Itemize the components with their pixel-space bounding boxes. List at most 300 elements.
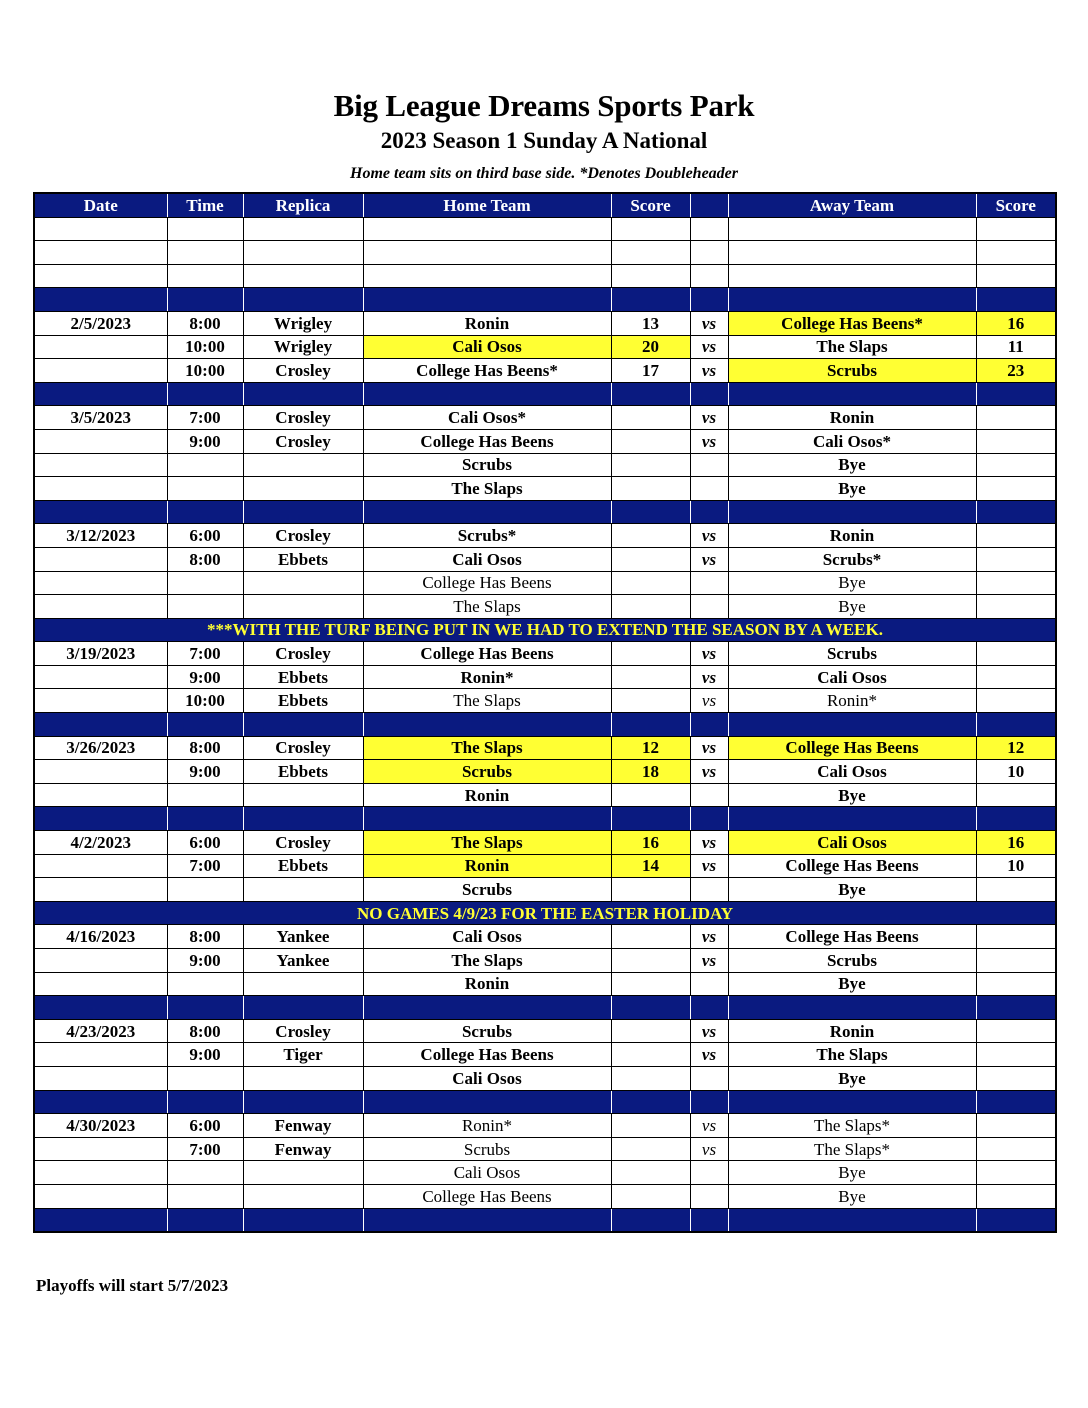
date-cell (34, 571, 167, 595)
empty-cell (363, 500, 611, 524)
away-team-cell: Bye (728, 595, 976, 619)
date-cell: 3/19/2023 (34, 642, 167, 666)
replica-cell: Crosley (243, 736, 363, 760)
empty-cell (363, 264, 611, 288)
home-score-cell (611, 477, 690, 501)
empty-cell (243, 500, 363, 524)
game-row (34, 1161, 1056, 1185)
home-team-cell: Scrubs (363, 1019, 611, 1043)
empty-cell (34, 241, 167, 265)
vs-cell: vs (690, 547, 728, 571)
away-score-cell: 16 (976, 311, 1056, 335)
away-team-cell: Scrubs (728, 642, 976, 666)
empty-cell (611, 500, 690, 524)
away-score-cell (976, 1137, 1056, 1161)
away-team-cell: Scrubs (728, 359, 976, 383)
empty-cell (363, 1090, 611, 1114)
vs-cell: vs (690, 406, 728, 430)
away-score-cell (976, 1066, 1056, 1090)
empty-cell (690, 807, 728, 831)
empty-cell (167, 1208, 243, 1232)
home-team-cell: College Has Beens (363, 642, 611, 666)
date-cell (34, 972, 167, 996)
replica-cell (243, 595, 363, 619)
away-score-cell (976, 547, 1056, 571)
replica-cell (243, 453, 363, 477)
replica-cell: Ebbets (243, 854, 363, 878)
game-row (34, 571, 1056, 595)
time-cell: 9:00 (167, 760, 243, 784)
time-cell: 6:00 (167, 831, 243, 855)
date-cell: 3/5/2023 (34, 406, 167, 430)
away-score-cell (976, 642, 1056, 666)
away-team-cell: Bye (728, 477, 976, 501)
date-cell: 4/2/2023 (34, 831, 167, 855)
week-separator-row (34, 807, 1056, 831)
week-separator-row (34, 996, 1056, 1020)
empty-cell (728, 500, 976, 524)
home-score-cell (611, 949, 690, 973)
away-team-cell: Scrubs (728, 949, 976, 973)
replica-cell: Wrigley (243, 335, 363, 359)
replica-cell: Ebbets (243, 665, 363, 689)
game-row (34, 1114, 1056, 1138)
away-score-cell: 16 (976, 831, 1056, 855)
col-away-team-header: Away Team (728, 193, 976, 217)
replica-cell (243, 1161, 363, 1185)
date-cell: 4/23/2023 (34, 1019, 167, 1043)
away-team-cell: Ronin (728, 524, 976, 548)
home-team-cell: Scrubs (363, 453, 611, 477)
date-cell (34, 477, 167, 501)
replica-cell: Crosley (243, 406, 363, 430)
vs-cell: vs (690, 1019, 728, 1043)
date-cell (34, 1137, 167, 1161)
home-score-cell (611, 1137, 690, 1161)
empty-cell (243, 807, 363, 831)
date-cell (34, 359, 167, 383)
replica-cell: Yankee (243, 949, 363, 973)
away-score-cell: 23 (976, 359, 1056, 383)
home-team-cell: Cali Osos (363, 1066, 611, 1090)
game-row (34, 547, 1056, 571)
col-vs-header (690, 193, 728, 217)
time-cell: 10:00 (167, 335, 243, 359)
game-row (34, 972, 1056, 996)
home-team-cell: Cali Osos (363, 547, 611, 571)
empty-cell (611, 1208, 690, 1232)
schedule-body (34, 217, 1056, 1232)
vs-cell: vs (690, 1114, 728, 1138)
home-score-cell: 14 (611, 854, 690, 878)
vs-cell (690, 477, 728, 501)
home-team-cell: Ronin (363, 854, 611, 878)
replica-cell: Crosley (243, 429, 363, 453)
blank-row (34, 264, 1056, 288)
game-row (34, 335, 1056, 359)
replica-cell (243, 783, 363, 807)
game-row (34, 595, 1056, 619)
replica-cell: Ebbets (243, 689, 363, 713)
time-cell: 7:00 (167, 642, 243, 666)
home-score-cell (611, 1114, 690, 1138)
time-cell: 7:00 (167, 854, 243, 878)
empty-cell (611, 217, 690, 241)
empty-cell (243, 241, 363, 265)
away-score-cell (976, 972, 1056, 996)
date-cell (34, 1043, 167, 1067)
replica-cell (243, 1184, 363, 1208)
empty-cell (690, 996, 728, 1020)
time-cell (167, 783, 243, 807)
home-score-cell (611, 547, 690, 571)
vs-cell: vs (690, 1043, 728, 1067)
empty-cell (167, 807, 243, 831)
game-row (34, 1137, 1056, 1161)
week-separator-row (34, 713, 1056, 737)
vs-cell (690, 1066, 728, 1090)
home-team-cell: College Has Beens (363, 429, 611, 453)
time-cell: 10:00 (167, 359, 243, 383)
vs-cell: vs (690, 429, 728, 453)
replica-cell: Crosley (243, 642, 363, 666)
home-team-cell: Cali Osos* (363, 406, 611, 430)
vs-cell (690, 1184, 728, 1208)
home-score-cell (611, 665, 690, 689)
time-cell: 8:00 (167, 547, 243, 571)
away-team-cell: Ronin (728, 406, 976, 430)
vs-cell: vs (690, 760, 728, 784)
vs-cell (690, 595, 728, 619)
replica-cell: Crosley (243, 1019, 363, 1043)
away-score-cell (976, 878, 1056, 902)
empty-cell (363, 1208, 611, 1232)
home-score-cell (611, 1043, 690, 1067)
schedule-header-row (34, 193, 1056, 217)
empty-cell (611, 807, 690, 831)
away-score-cell (976, 571, 1056, 595)
away-team-cell: Bye (728, 783, 976, 807)
away-score-cell (976, 783, 1056, 807)
time-cell: 6:00 (167, 524, 243, 548)
home-score-cell: 16 (611, 831, 690, 855)
time-cell (167, 972, 243, 996)
date-cell (34, 429, 167, 453)
empty-cell (690, 217, 728, 241)
time-cell: 8:00 (167, 736, 243, 760)
away-team-cell: The Slaps* (728, 1114, 976, 1138)
away-team-cell: Bye (728, 571, 976, 595)
time-cell: 9:00 (167, 1043, 243, 1067)
week-separator-row (34, 382, 1056, 406)
home-team-cell: Ronin* (363, 1114, 611, 1138)
empty-cell (611, 1090, 690, 1114)
away-team-cell: College Has Beens (728, 736, 976, 760)
replica-cell: Fenway (243, 1114, 363, 1138)
home-score-cell (611, 571, 690, 595)
away-team-cell: Bye (728, 1184, 976, 1208)
home-team-cell: College Has Beens* (363, 359, 611, 383)
away-score-cell: 10 (976, 854, 1056, 878)
empty-cell (728, 288, 976, 312)
home-team-cell: Cali Osos (363, 925, 611, 949)
away-score-cell (976, 1161, 1056, 1185)
away-team-cell: College Has Beens* (728, 311, 976, 335)
vs-cell (690, 453, 728, 477)
empty-cell (690, 500, 728, 524)
col-date-header: Date (34, 193, 167, 217)
home-score-cell (611, 1184, 690, 1208)
empty-cell (690, 1208, 728, 1232)
empty-cell (611, 264, 690, 288)
date-cell (34, 854, 167, 878)
time-cell: 7:00 (167, 1137, 243, 1161)
home-team-cell: Cali Osos (363, 1161, 611, 1185)
game-row (34, 665, 1056, 689)
announcement-row (34, 901, 1056, 925)
vs-cell: vs (690, 689, 728, 713)
vs-cell (690, 972, 728, 996)
empty-cell (363, 382, 611, 406)
empty-cell (728, 1090, 976, 1114)
replica-cell: Tiger (243, 1043, 363, 1067)
game-row (34, 1019, 1056, 1043)
game-row (34, 429, 1056, 453)
home-score-cell: 18 (611, 760, 690, 784)
vs-cell: vs (690, 335, 728, 359)
week-separator-row (34, 500, 1056, 524)
away-score-cell (976, 1019, 1056, 1043)
home-team-cell: The Slaps (363, 831, 611, 855)
game-row (34, 524, 1056, 548)
home-score-cell (611, 642, 690, 666)
away-score-cell (976, 925, 1056, 949)
away-score-cell (976, 1114, 1056, 1138)
time-cell (167, 1161, 243, 1185)
game-row (34, 854, 1056, 878)
away-team-cell: College Has Beens (728, 854, 976, 878)
home-score-cell (611, 453, 690, 477)
empty-cell (243, 288, 363, 312)
empty-cell (34, 382, 167, 406)
empty-cell (976, 288, 1056, 312)
away-team-cell: Bye (728, 878, 976, 902)
date-cell: 4/16/2023 (34, 925, 167, 949)
home-team-cell: The Slaps (363, 736, 611, 760)
empty-cell (167, 288, 243, 312)
vs-cell (690, 571, 728, 595)
empty-cell (976, 996, 1056, 1020)
game-row (34, 736, 1056, 760)
announcement-text: ***WITH THE TURF BEING PUT IN WE HAD TO EXTEND THE SEASON BY A WEEK. (34, 618, 1056, 642)
week-separator-row (34, 1090, 1056, 1114)
empty-cell (167, 241, 243, 265)
game-row (34, 1184, 1056, 1208)
home-score-cell (611, 972, 690, 996)
empty-cell (34, 264, 167, 288)
away-team-cell: The Slaps* (728, 1137, 976, 1161)
empty-cell (363, 241, 611, 265)
col-home-team-header: Home Team (363, 193, 611, 217)
replica-cell (243, 477, 363, 501)
game-row (34, 406, 1056, 430)
empty-cell (363, 288, 611, 312)
vs-cell: vs (690, 736, 728, 760)
game-row (34, 783, 1056, 807)
empty-cell (728, 1208, 976, 1232)
empty-cell (243, 217, 363, 241)
empty-cell (611, 241, 690, 265)
away-team-cell: Bye (728, 972, 976, 996)
home-team-cell: The Slaps (363, 477, 611, 501)
away-team-cell: Bye (728, 1066, 976, 1090)
date-cell (34, 783, 167, 807)
date-cell (34, 878, 167, 902)
away-team-cell: Bye (728, 453, 976, 477)
replica-cell (243, 972, 363, 996)
empty-cell (611, 713, 690, 737)
home-team-cell: Ronin (363, 972, 611, 996)
announcement-text: NO GAMES 4/9/23 FOR THE EASTER HOLIDAY (34, 901, 1056, 925)
home-score-cell: 12 (611, 736, 690, 760)
vs-cell: vs (690, 854, 728, 878)
empty-cell (167, 713, 243, 737)
game-row (34, 311, 1056, 335)
game-row (34, 760, 1056, 784)
home-score-cell (611, 689, 690, 713)
date-cell (34, 335, 167, 359)
empty-cell (611, 288, 690, 312)
away-score-cell: 12 (976, 736, 1056, 760)
empty-cell (363, 713, 611, 737)
game-row (34, 477, 1056, 501)
empty-cell (690, 713, 728, 737)
empty-cell (167, 217, 243, 241)
blank-row (34, 217, 1056, 241)
away-score-cell (976, 689, 1056, 713)
replica-cell: Ebbets (243, 547, 363, 571)
away-score-cell (976, 429, 1056, 453)
empty-cell (728, 382, 976, 406)
empty-cell (34, 996, 167, 1020)
col-away-score-header: Score (976, 193, 1056, 217)
away-team-cell: The Slaps (728, 1043, 976, 1067)
away-score-cell (976, 665, 1056, 689)
replica-cell: Crosley (243, 359, 363, 383)
empty-cell (167, 382, 243, 406)
empty-cell (690, 264, 728, 288)
home-score-cell (611, 406, 690, 430)
vs-cell: vs (690, 524, 728, 548)
playoffs-note: Playoffs will start 5/7/2023 (36, 1276, 229, 1295)
empty-cell (976, 807, 1056, 831)
home-team-cell: The Slaps (363, 949, 611, 973)
empty-cell (243, 382, 363, 406)
away-score-cell: 10 (976, 760, 1056, 784)
away-score-cell: 11 (976, 335, 1056, 359)
col-home-score-header: Score (611, 193, 690, 217)
date-cell: 3/12/2023 (34, 524, 167, 548)
empty-cell (728, 241, 976, 265)
replica-cell: Crosley (243, 524, 363, 548)
game-row (34, 831, 1056, 855)
away-score-cell (976, 453, 1056, 477)
empty-cell (976, 264, 1056, 288)
home-score-cell: 17 (611, 359, 690, 383)
empty-cell (34, 1090, 167, 1114)
away-score-cell (976, 595, 1056, 619)
time-cell (167, 571, 243, 595)
empty-cell (976, 241, 1056, 265)
col-replica-header: Replica (243, 193, 363, 217)
vs-cell: vs (690, 642, 728, 666)
home-team-cell: Ronin* (363, 665, 611, 689)
empty-cell (728, 996, 976, 1020)
empty-cell (611, 382, 690, 406)
date-cell (34, 547, 167, 571)
date-cell (34, 689, 167, 713)
away-score-cell (976, 477, 1056, 501)
away-team-cell: The Slaps (728, 335, 976, 359)
page-title: Big League Dreams Sports Park (333, 88, 755, 123)
game-row (34, 878, 1056, 902)
home-team-cell: College Has Beens (363, 1184, 611, 1208)
game-row (34, 642, 1056, 666)
vs-cell: vs (690, 665, 728, 689)
empty-cell (34, 500, 167, 524)
away-team-cell: Cali Osos* (728, 429, 976, 453)
time-cell: 9:00 (167, 949, 243, 973)
away-score-cell (976, 406, 1056, 430)
away-score-cell (976, 524, 1056, 548)
away-score-cell (976, 1043, 1056, 1067)
away-team-cell: College Has Beens (728, 925, 976, 949)
date-cell: 2/5/2023 (34, 311, 167, 335)
away-team-cell: Bye (728, 1161, 976, 1185)
announcement-row (34, 618, 1056, 642)
empty-cell (363, 996, 611, 1020)
empty-cell (167, 996, 243, 1020)
date-cell (34, 1184, 167, 1208)
home-score-cell (611, 925, 690, 949)
away-team-cell: Cali Osos (728, 760, 976, 784)
empty-cell (243, 996, 363, 1020)
empty-cell (243, 1208, 363, 1232)
home-team-cell: College Has Beens (363, 571, 611, 595)
time-cell (167, 453, 243, 477)
empty-cell (728, 217, 976, 241)
col-time-header: Time (167, 193, 243, 217)
date-cell (34, 949, 167, 973)
home-score-cell: 13 (611, 311, 690, 335)
home-team-cell: Cali Osos (363, 335, 611, 359)
replica-cell: Fenway (243, 1137, 363, 1161)
blank-row (34, 241, 1056, 265)
game-row (34, 1043, 1056, 1067)
date-cell: 3/26/2023 (34, 736, 167, 760)
empty-cell (167, 500, 243, 524)
schedule-table (33, 192, 1057, 1233)
empty-cell (167, 1090, 243, 1114)
game-row (34, 925, 1056, 949)
date-cell (34, 1066, 167, 1090)
away-score-cell (976, 949, 1056, 973)
away-score-cell (976, 1184, 1056, 1208)
home-team-cell: Ronin (363, 783, 611, 807)
home-score-cell (611, 878, 690, 902)
empty-cell (690, 241, 728, 265)
empty-cell (976, 713, 1056, 737)
